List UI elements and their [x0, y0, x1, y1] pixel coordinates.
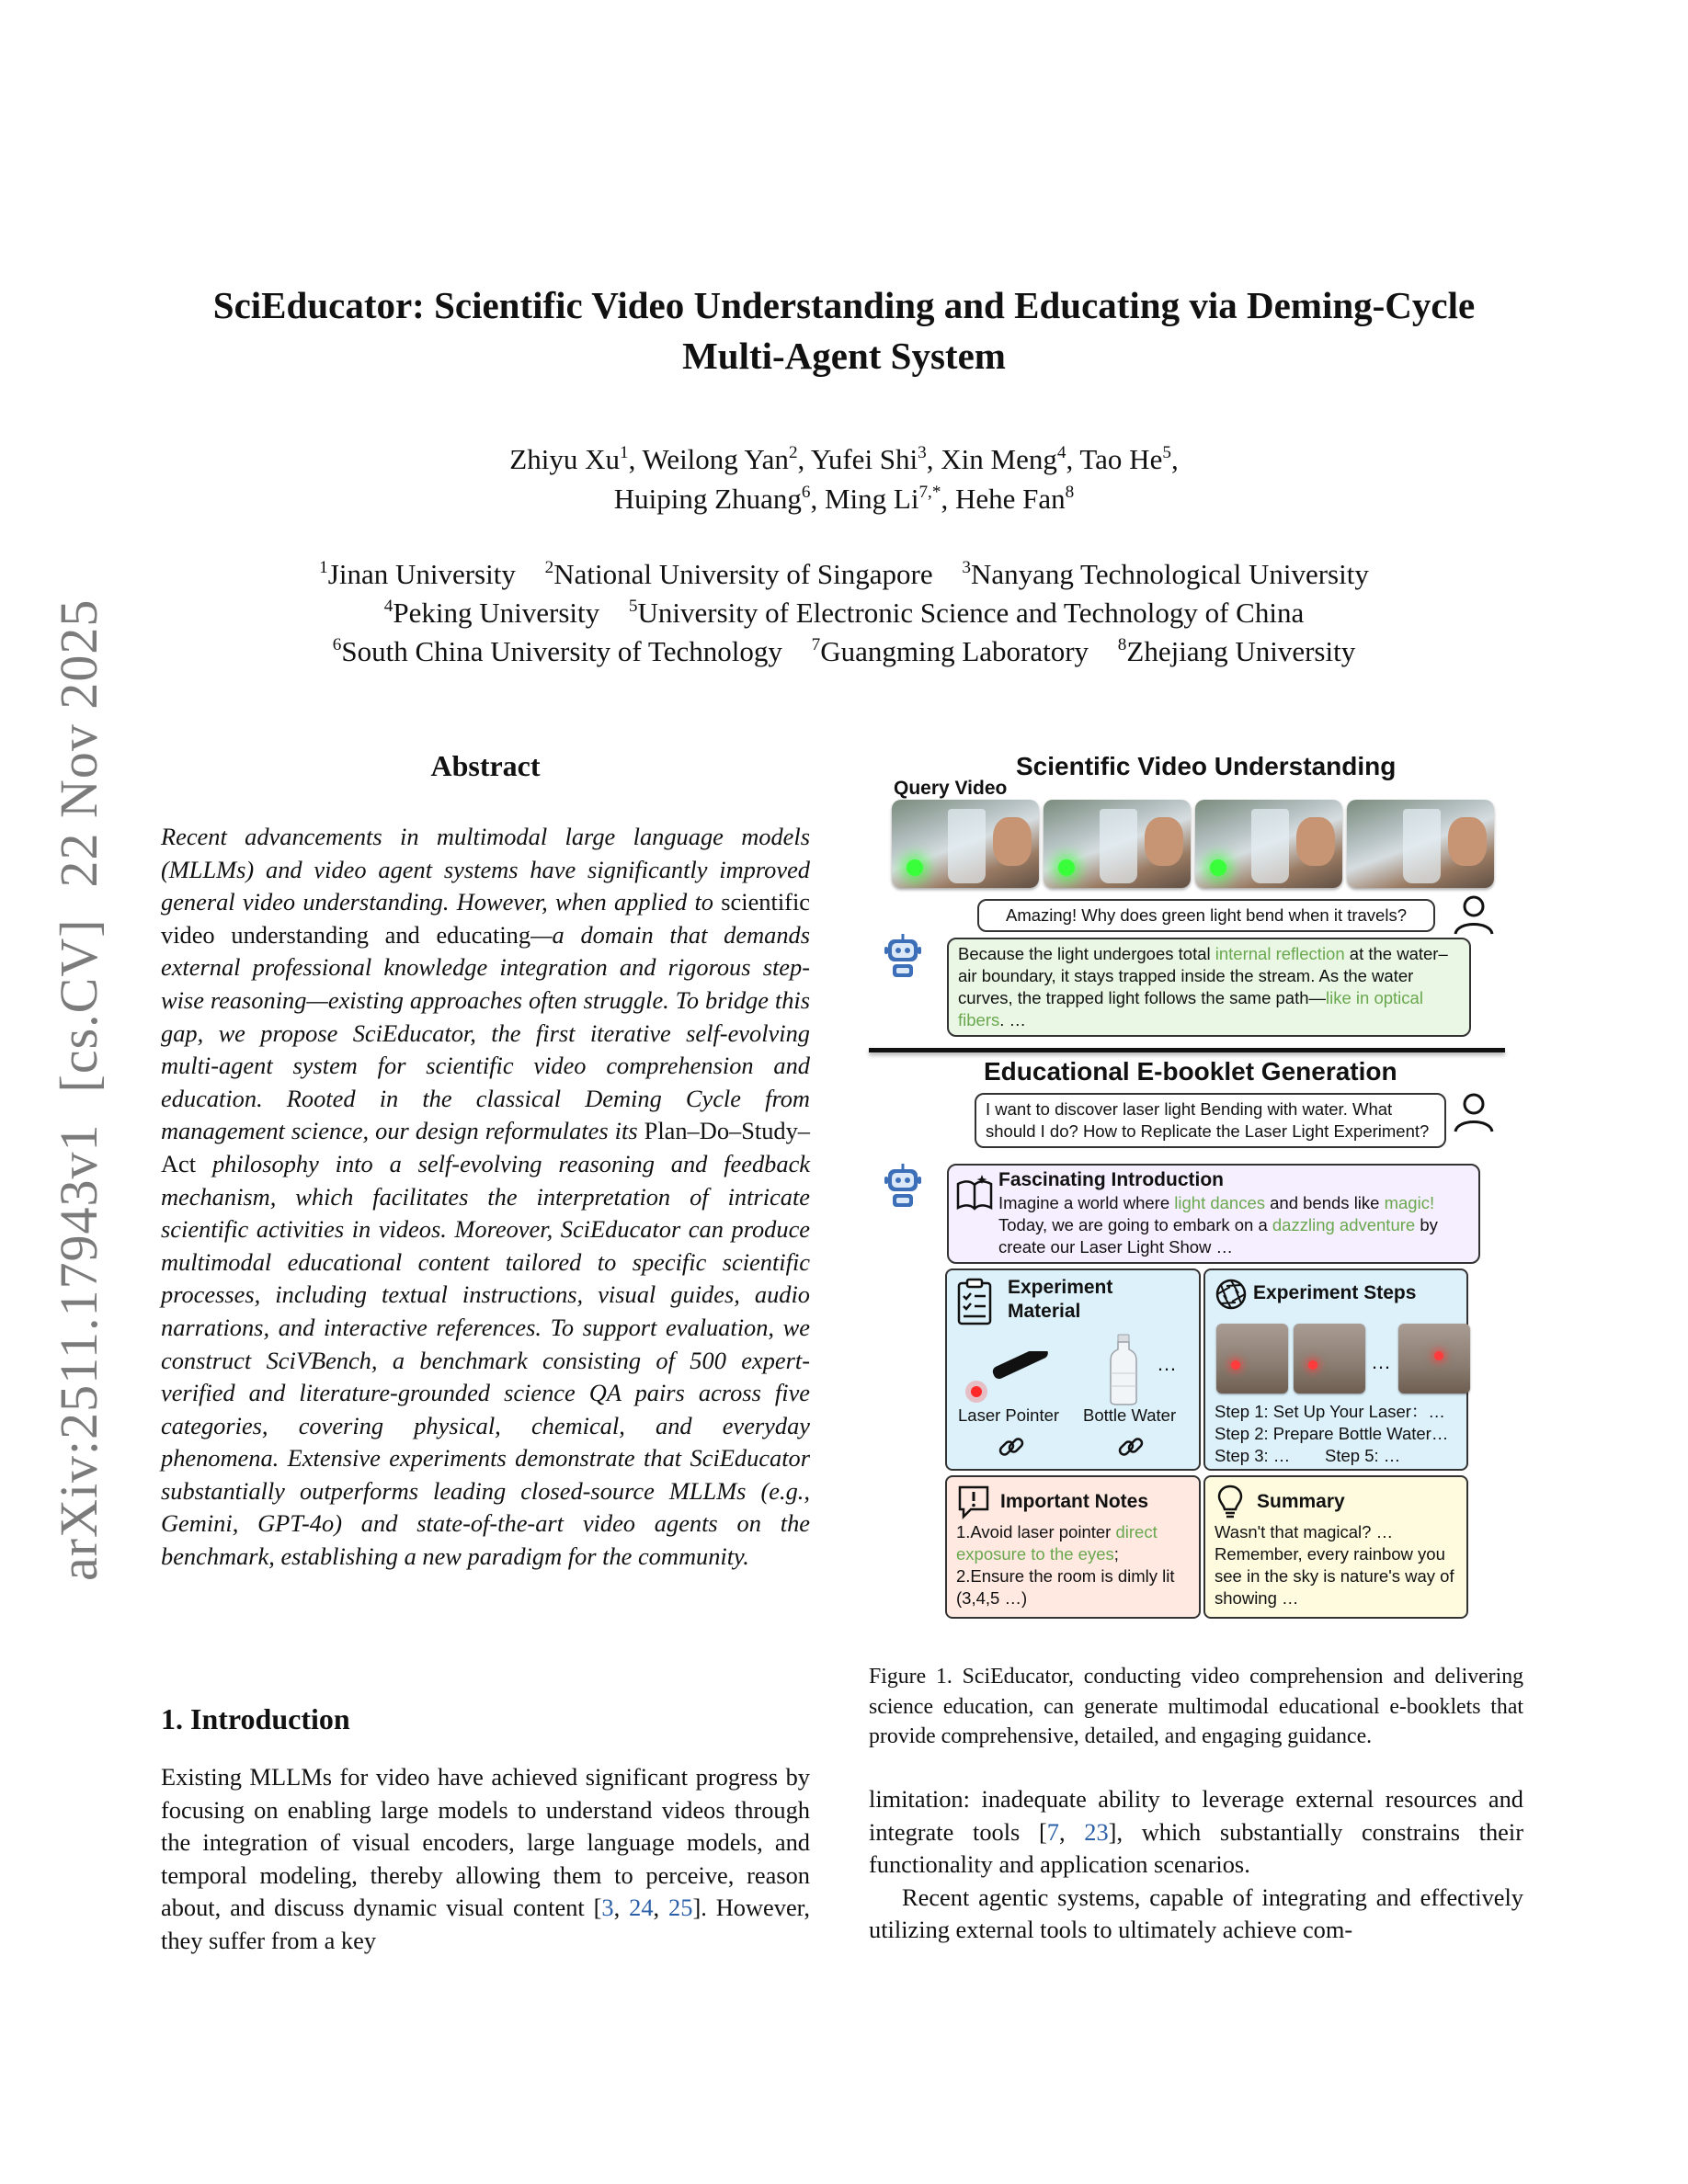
- author-name: Yufei Shi: [810, 443, 918, 475]
- steps-title: Experiment Steps: [1253, 1282, 1417, 1303]
- summary-text: Wasn't that magical? … Remember, every rainbow you see in the sky is nature's way of showing …: [1215, 1522, 1454, 1608]
- author-sep: ,: [810, 483, 825, 515]
- title-line-2: Multi-Agent System: [682, 335, 1006, 377]
- author-sep: ,: [628, 443, 643, 475]
- video-frames: [892, 800, 1494, 888]
- step-photos: [1216, 1324, 1470, 1393]
- author-sup: 4: [1056, 443, 1066, 463]
- important-notes-card: [945, 1475, 1201, 1619]
- figure-section-title: Scientific Video Understanding: [1016, 752, 1397, 780]
- author-name: Hehe Fan: [954, 483, 1066, 515]
- step-3: Step 3: …: [1215, 1446, 1291, 1465]
- affiliation-line-3: [138, 632, 1550, 671]
- arxiv-id: arXiv:2511.17943v1: [49, 1123, 108, 1581]
- step-photo: [1294, 1324, 1365, 1393]
- citation-link[interactable]: 3: [601, 1894, 614, 1922]
- affiliation: $^2$National University of Singapore: [544, 558, 933, 590]
- affiliation: $^4$Peking University: [383, 597, 600, 629]
- citation-link[interactable]: 25: [668, 1894, 693, 1922]
- fascinating-introduction-box: Fascinating Introduction Imagine a world where light dances and bends like magic! Today, we are going to embark on a dazzling adventure by create our Laser Light Show …: [947, 1164, 1480, 1264]
- figure-1: [869, 746, 1523, 1629]
- author-line-1: [138, 439, 1550, 479]
- author-name: Zhiyu Xu: [509, 443, 620, 475]
- author-name: Tao He: [1079, 443, 1163, 475]
- material-laser-label: Laser Pointer: [958, 1405, 1060, 1425]
- material-more: …: [1157, 1352, 1177, 1375]
- author-line-2: [138, 479, 1550, 518]
- link-icon[interactable]: [997, 1432, 1026, 1462]
- video-frame: [1195, 800, 1342, 888]
- author-sep: ,: [926, 443, 941, 475]
- link-icon[interactable]: [1116, 1432, 1146, 1462]
- author-name: Weilong Yan: [642, 443, 789, 475]
- citation-link[interactable]: 23: [1084, 1817, 1109, 1846]
- affiliation: $^3$Nanyang Technological University: [962, 558, 1369, 590]
- intro-title: Fascinating Introduction: [998, 1169, 1224, 1190]
- author-name: Ming Li: [824, 483, 919, 515]
- abstract-heading: Abstract: [430, 749, 541, 782]
- paragraph: limitation: inadequate ability to leverage external resources and integrate tools [7, 23], which substantially constrains their functionality and application scenarios.: [869, 1785, 1523, 1879]
- author-sup: 6: [801, 483, 811, 503]
- arxiv-category: [cs.CV]: [49, 918, 108, 1093]
- material-title: Experiment Material: [1008, 1277, 1113, 1322]
- experiment-material-card: [945, 1268, 1201, 1471]
- paper-title: [138, 280, 1550, 381]
- affiliation-line-2: [138, 594, 1550, 632]
- author-sup: 7,*: [918, 483, 941, 503]
- affiliation: $^5$University of Electronic Science and Technology of China: [628, 597, 1305, 629]
- author-sup: 3: [918, 443, 927, 463]
- laser-pointer-icon: [964, 1351, 1055, 1403]
- author-sep: ,: [941, 483, 955, 515]
- intro-body: Existing MLLMs for video have achieved significant progress by focusing on enabling large models to understand videos through the integration of visual encoders, large language models, and temporal modeling, thereby allowing them to perceive, reason about, and discuss dynamic visual content [3, 24, 25]. However, they suffer from a key: [161, 1763, 810, 1954]
- video-frame: [892, 800, 1039, 888]
- material-bottle-label: Bottle Water: [1083, 1405, 1177, 1425]
- video-frame: [1347, 800, 1494, 888]
- author-sep: ,: [1066, 443, 1080, 475]
- arxiv-stamp: [48, 568, 109, 1581]
- steps-more: …: [1371, 1350, 1391, 1373]
- clipboard-icon: [956, 1278, 993, 1325]
- aperture-icon: [1215, 1278, 1248, 1311]
- author-sep: ,: [797, 443, 811, 475]
- figure-caption: Figure 1. SciEducator, conducting video comprehension and delivering science education, can generate multimodal educational e-booklets that provide comprehensive, detailed, and engaging guidance.: [869, 1665, 1523, 1748]
- right-column-body: [869, 1783, 1523, 1947]
- citation-link[interactable]: 7: [1046, 1817, 1059, 1846]
- step-photo: [1216, 1324, 1288, 1393]
- author-sup: 2: [788, 443, 798, 463]
- video-frame: [1044, 800, 1191, 888]
- notes-text: 1.Avoid laser pointer direct exposure to the eyes; 2.Ensure the room is dimly lit (3,4,5 …): [956, 1522, 1175, 1608]
- step-2: Step 2: Prepare Bottle Water…: [1215, 1424, 1449, 1443]
- summary-title: Summary: [1257, 1491, 1345, 1512]
- step-1: Step 1: Set Up Your Laser：…: [1215, 1402, 1445, 1421]
- user-request-bubble: I want to discover laser light Bending with water. What should I do? How to Replicate the Laser Light Experiment?: [975, 1093, 1446, 1148]
- author-sep: ,: [1170, 443, 1179, 475]
- experiment-steps-card: [1203, 1268, 1468, 1471]
- figure-divider: [869, 1048, 1505, 1052]
- step-photo: [1398, 1324, 1470, 1393]
- open-book-icon: [954, 1173, 995, 1213]
- affiliation-line-1: [138, 555, 1550, 594]
- figure-section-title: Educational E-booklet Generation: [984, 1057, 1397, 1086]
- author-list: [138, 439, 1550, 518]
- water-bottle-icon: [1105, 1333, 1142, 1406]
- agent-answer-bubble: Because the light undergoes total internal reflection at the water–air boundary, it stays trapped inside the stream. As the water curves, the trapped light follows the same path—like in optical fibers. …: [947, 938, 1471, 1037]
- user-icon: [1453, 893, 1495, 936]
- affiliation: $^1$Jinan University: [319, 558, 516, 590]
- alert-icon: [956, 1484, 991, 1519]
- user-icon: [1453, 1091, 1495, 1133]
- notes-title: Important Notes: [1000, 1491, 1149, 1512]
- affiliation-list: [138, 555, 1550, 671]
- robot-icon: [883, 1162, 923, 1213]
- query-video-label: Query Video: [894, 778, 1008, 799]
- arxiv-date: 22 Nov 2025: [49, 598, 108, 888]
- citation-link[interactable]: 24: [629, 1894, 654, 1922]
- affiliation: $^8$Zhejiang University: [1117, 635, 1356, 667]
- author-sup: 5: [1162, 443, 1171, 463]
- author-name: Xin Meng: [941, 443, 1057, 475]
- affiliation: $^7$Guangming Laboratory: [811, 635, 1089, 667]
- lightbulb-icon: [1216, 1484, 1244, 1519]
- author-name: Huiping Zhuang: [613, 483, 802, 515]
- summary-card: [1203, 1475, 1468, 1619]
- paragraph: Recent agentic systems, capable of integrating and effectively utilizing external tools to ultimately achieve com-: [869, 1883, 1523, 1944]
- affiliation: $^6$South China University of Technology: [332, 635, 782, 667]
- abstract-body: Recent advancements in multimodal large language models (MLLMs) and video agent systems have significantly improved general video understanding. However, when applied to scientific video understanding and educating—a domain that demands external professional knowledge integration and rigorous step-wise reasoning—existing approaches often struggle. To bridge this gap, we propose SciEducator, the first iterative self-evolving multi-agent system for scientific video comprehension and education. Rooted in the classical Deming Cycle from management science, our design reformulates its Plan–Do–Study–Act philosophy into a self-evolving reasoning and feedback mechanism, which facilitates the interpretation of intricate scientific activities in videos. Moreover, SciEducator can produce multimodal educational content tailored to specific scientific processes, including textual instructions, visual guides, audio narrations, and interactive references. To support evaluation, we construct SciVBench, a benchmark consisting of 500 expert-verified and literature-grounded science QA pairs across five categories, covering physical, chemical, and everyday phenomena. Extensive experiments demonstrate that SciEducator substantially outperforms leading closed-source MLLMs (e.g., Gemini, GPT-4o) and state-of-the-art video agents on the benchmark, establishing a new paradigm for the community.: [161, 823, 810, 1571]
- intro-heading: 1. Introduction: [161, 1702, 350, 1735]
- author-sup: 8: [1065, 483, 1075, 503]
- step-5: Step 5: …: [1325, 1446, 1401, 1465]
- robot-icon: [883, 932, 923, 984]
- author-sup: 1: [619, 443, 629, 463]
- user-question-bubble: Amazing! Why does green light bend when it travels?: [977, 899, 1435, 932]
- title-line-1: SciEducator: Scientific Video Understanding and Educating via Deming-Cycle: [212, 284, 1476, 326]
